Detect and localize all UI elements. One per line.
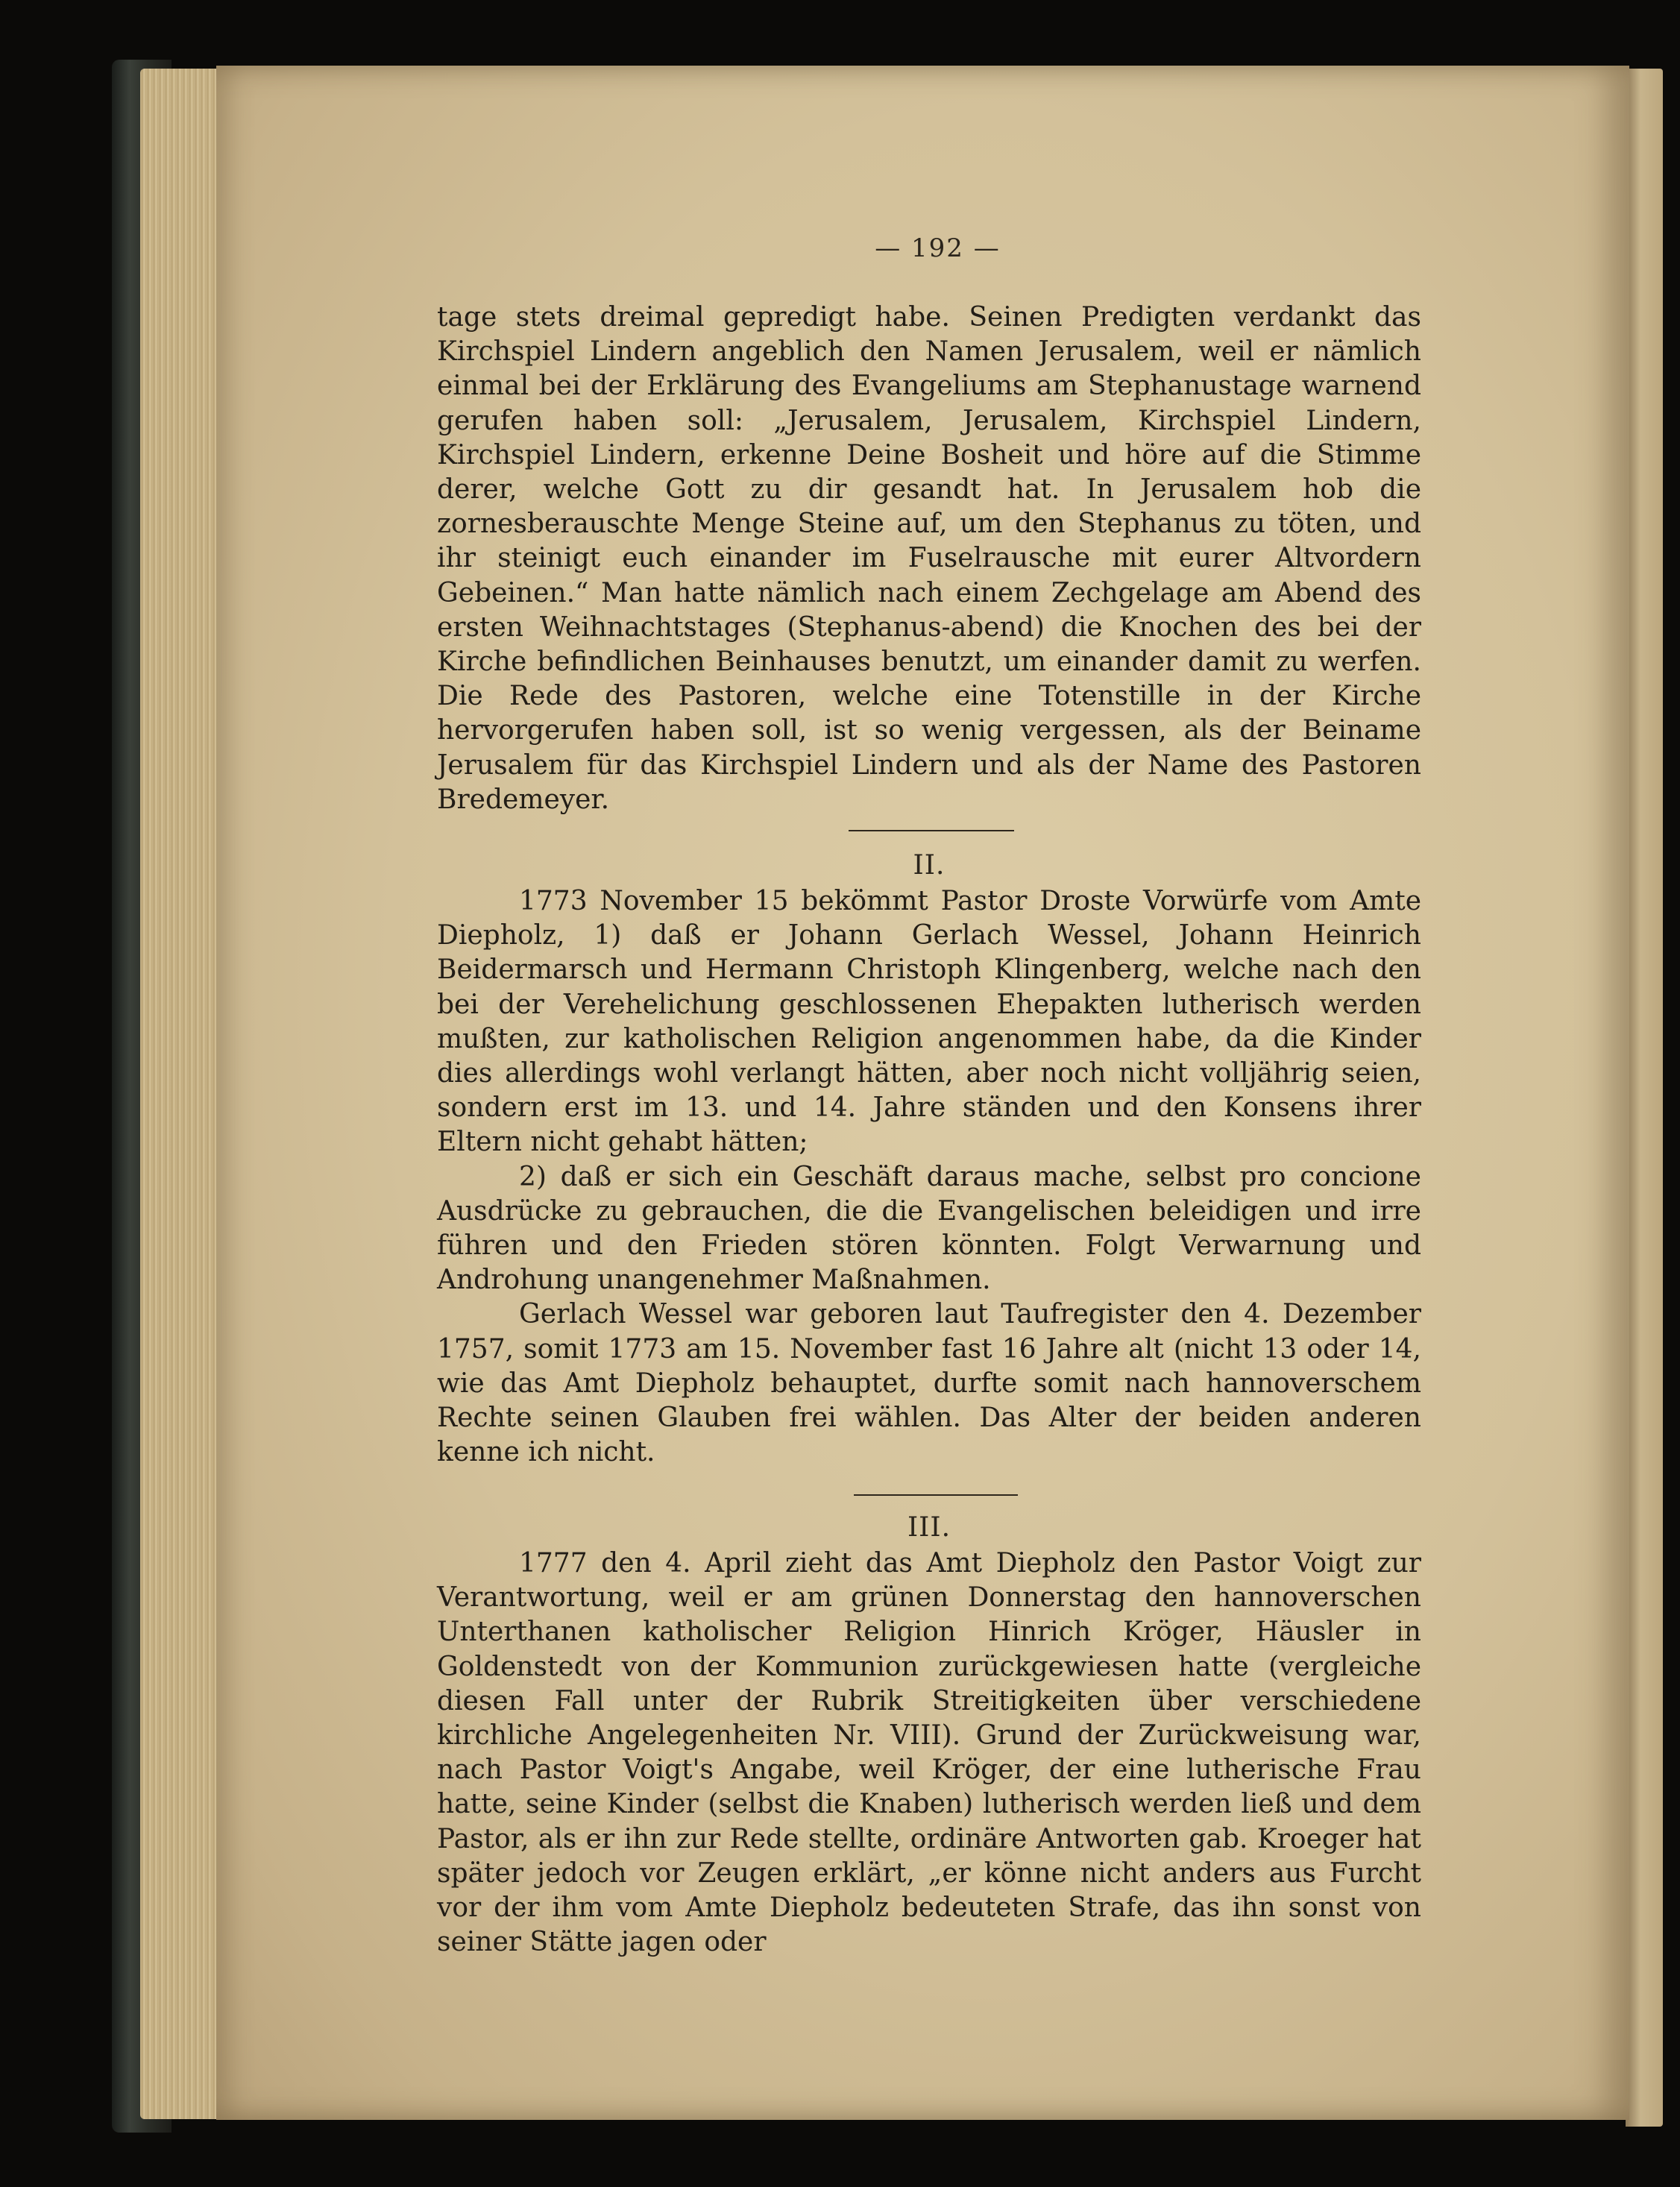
- paragraph: 2) daß er sich ein Geschäft daraus mache, selbst pro concione Ausdrücke zu gebrauchen, die die Evangelischen beleidigen und irre führen und den Frieden stören könnten. Folgt Verwarnung und Androhung unangenehmer Maßnahmen.: [437, 1161, 1421, 1296]
- book-page: [216, 66, 1629, 2120]
- page-number: — 192 —: [875, 233, 1001, 263]
- paragraph-continued: [437, 300, 1421, 817]
- section-divider: [849, 830, 1014, 831]
- section-divider: [854, 1494, 1018, 1496]
- paragraph: 1777 den 4. April zieht das Amt Diepholz den Pastor Voigt zur Verantwortung, weil er am grünen Donnerstag den hannoverschen Unterthanen katholischer Religion Hinrich Kröger, Häusler in Goldenstedt von der Kommunion zurückgewiesen hatte (vergleiche diesen Fall unter der Rubrik Streitigkeiten über verschiedene kirchliche Angelegenheiten Nr. VIII). Grund der Zurückweisung war, nach Pastor Voigt's Angabe, weil Kröger, der eine lutherische Frau hatte, seine Kinder (selbst die Knaben) lutherisch werden ließ und dem Pastor, als er ihn zur Rede stellte, ordinäre Antworten gab. Kroeger hat später jedoch vor Zeugen erklärt, „er könne nicht anders aus Furcht vor der ihm vom Amte Diepholz bedeuteten Strafe, das ihn sonst von seiner Stätte jagen oder: [437, 1548, 1421, 1958]
- section-3-body: [437, 1546, 1421, 1960]
- paragraph: tage stets dreimal gepredigt habe. Seinen Predigten verdankt das Kirchspiel Lindern angeblich den Namen Jerusalem, weil er nämlich einmal bei der Erklärung des Evangeliums am Stephanustage warnend gerufen haben soll: „Jerusalem, Jerusalem, Kirchspiel Lindern, Kirchspiel Lindern, erkenne Deine Bosheit und höre auf die Stimme derer, welche Gott zu dir gesandt hat. In Jerusalem hob die zornesberauschte Menge Steine auf, um den Stephanus zu töten, und ihr steinigt euch einander im Fuselrausche mit eurer Altvordern Gebeinen.“ Man hatte nämlich nach einem Zechgelage am Abend des ersten Weihnachtstages (Stephanus-abend) die Knochen des bei der Kirche befindlichen Beinhauses benutzt, um einander damit zu werfen. Die Rede des Pastoren, welche eine Totenstille in der Kirche hervorgerufen haben soll, ist so wenig vergessen, als der Beiname Jerusalem für das Kirchspiel Lindern und als der Name des Pastoren Bredemeyer.: [437, 302, 1421, 815]
- section-2-body: [437, 884, 1421, 1470]
- paragraph: 1773 November 15 bekömmt Pastor Droste Vorwürfe vom Amte Diepholz, 1) daß er Johann Gerlach Wessel, Johann Heinrich Beidermarsch und Hermann Christoph Klingenberg, welche nach den bei der Verehelichung geschlossenen Ehepakten lutherisch werden mußten, zur katholischen Religion angenommen habe, da die Kinder dies allerdings wohl verlangt hätten, aber noch nicht volljährig seien, sondern erst im 13. und 14. Jahre ständen und den Konsens ihrer Eltern nicht gehabt hätten;: [437, 886, 1421, 1158]
- facing-page-edge: [1626, 69, 1663, 2127]
- section-heading-3: III.: [907, 1512, 951, 1543]
- paragraph: Gerlach Wessel war geboren laut Taufregister den 4. Dezember 1757, somit 1773 am 15. November fast 16 Jahre alt (nicht 13 oder 14, wie das Amt Diepholz behauptet, durfte somit nach hannoverschem Rechte seinen Glauben frei wählen. Das Alter der beiden anderen kenne ich nicht.: [437, 1299, 1421, 1468]
- section-heading-2: II.: [913, 850, 946, 881]
